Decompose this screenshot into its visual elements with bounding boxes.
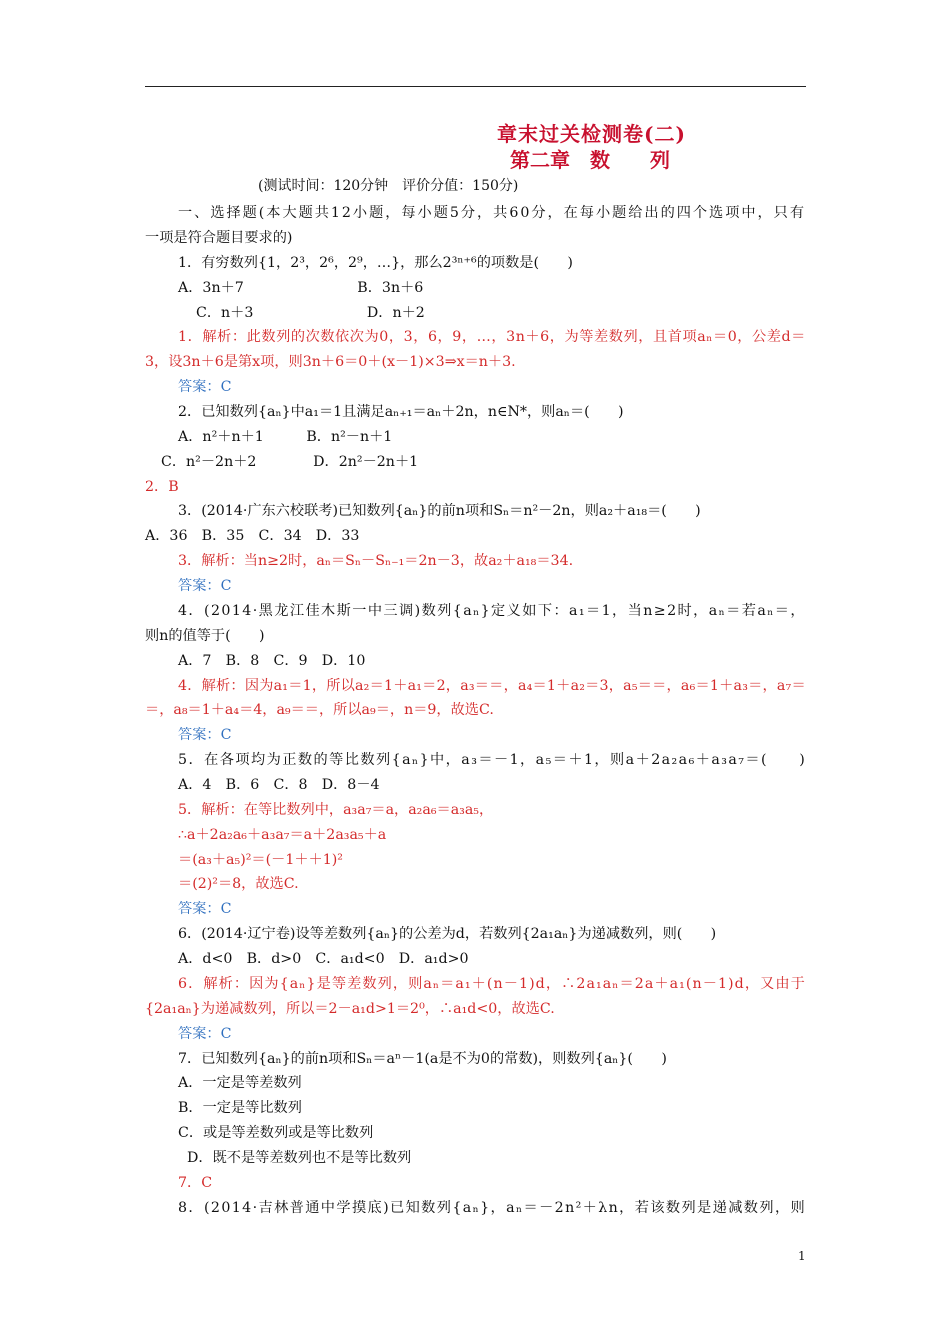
text-line: A．4 B．6 C．8 D．8－4 [178,777,380,793]
answer-line: 答案：C [178,727,232,743]
text-line: A．d<0 B．d>0 C．a₁d<0 D．a₁d>0 [178,951,469,967]
text-line: 8．(2014·吉林普通中学摸底)已知数列{aₙ}，aₙ＝－2n²＋λn，若该数列是递减数列，则 [178,1200,807,1216]
text-line: C．n＋3 D．n＋2 [196,305,425,321]
text-line: 1．有穷数列{1，2³，2⁶，2⁹，…}，那么2³ⁿ⁺⁶的项数是( ) [178,255,573,271]
text-line: C．n²－2n＋2 D．2n²－2n＋1 [161,454,419,470]
header-rule [145,86,806,87]
text-line: 3．(2014·广东六校联考)已知数列{aₙ}的前n项和Sₙ＝n²－2n，则a₂＋a₁₈＝( ) [178,503,701,519]
answer-line: 答案：C [178,379,232,395]
text-line: A．一定是等差数列 [178,1075,302,1091]
solution-line: 6．解析：因为{aₙ}是等差数列，则aₙ＝a₁＋(n－1)d，∴2a₁aₙ＝2a＋a₁(n－1)d，又由于 [178,976,806,992]
solution-line: 1．解析：此数列的次数依次为0，3，6，9，…，3n＋6，为等差数列，且首项aₙ＝0，公差d＝ [178,329,806,345]
answer-line: 答案：C [178,578,232,594]
text-line: A．36 B．35 C．34 D．33 [145,528,360,544]
page-number: 1 [798,1249,806,1263]
text-line: C．或是等差数列或是等比数列 [178,1125,374,1141]
text-line: 4．(2014·黑龙江佳木斯一中三调)数列{aₙ}定义如下：a₁＝1，当n≥2时，aₙ＝若aₙ＝， [178,603,806,619]
text-line: A．3n＋7 B．3n＋6 [178,280,424,296]
text-line: 5．在各项均为正数的等比数列{aₙ}中，a₃＝－1，a₅＝＋1，则a＋2a₂a₆＋a₃a₇＝( ) [178,752,807,768]
solution-line: ＝(2)²＝8，故选C. [178,876,299,892]
solution-line: {2a₁aₙ}为递减数列，所以＝2－a₁d>1＝2⁰，∴a₁d<0，故选C. [145,1001,555,1017]
solution-line: 4．解析：因为a₁＝1，所以a₂＝1＋a₁＝2，a₃＝＝，a₄＝1＋a₂＝3，a₅＝＝，a₆＝1＋a₃＝，a₇＝ [178,678,806,694]
page-subtitle: 第二章 数 列 [510,148,670,172]
page-title: 章末过关检测卷(二) [497,122,686,146]
answer-line: 答案：C [178,1026,232,1042]
text-line: 6．(2014·辽宁卷)设等差数列{aₙ}的公差为d，若数列{2a₁aₙ}为递减数列，则( ) [178,926,717,942]
text-line: 一项是符合题目要求的) [145,230,293,246]
solution-line: ∴a＋2a₂a₆＋a₃a₇＝a＋2a₃a₅＋a [178,827,387,843]
answer-line: 答案：C [178,901,232,917]
test-info: (测试时间：120分钟 评价分值：150分) [258,178,519,194]
text-line: A．7 B．8 C．9 D．10 [178,653,366,669]
solution-line: 3，设3n＋6是第x项，则3n＋6＝0＋(x－1)×3⇒x＝n＋3. [145,354,516,370]
text-line: 2．已知数列{aₙ}中a₁＝1且满足aₙ₊₁＝aₙ＋2n，n∈N*，则aₙ＝( ) [178,404,624,420]
text-line: D．既不是等差数列也不是等比数列 [187,1150,412,1166]
text-line: A．n²＋n＋1 B．n²－n＋1 [178,429,393,445]
solution-line: 7．C [178,1175,213,1191]
text-line: 一、选择题(本大题共12小题，每小题5分，共60分，在每小题给出的四个选项中，只有 [178,205,807,221]
solution-line: ＝(a₃＋a₅)²＝(－1＋＋1)² [178,852,343,868]
solution-line: ＝，a₈＝1＋a₄＝4，a₉＝＝，所以a₉＝，n＝9，故选C. [145,702,494,718]
solution-line: 3．解析：当n≥2时，aₙ＝Sₙ－Sₙ₋₁＝2n－3，故a₂＋a₁₈＝34. [178,553,574,569]
solution-line: 2．B [145,479,179,495]
text-line: B．一定是等比数列 [178,1100,302,1116]
text-line: 7．已知数列{aₙ}的前n项和Sₙ＝aⁿ－1(a是不为0的常数)，则数列{aₙ}( ) [178,1051,667,1067]
text-line: 则n的值等于( ) [145,628,265,644]
solution-line: 5．解析：在等比数列中，a₃a₇＝a，a₂a₆＝a₃a₅， [178,802,494,818]
